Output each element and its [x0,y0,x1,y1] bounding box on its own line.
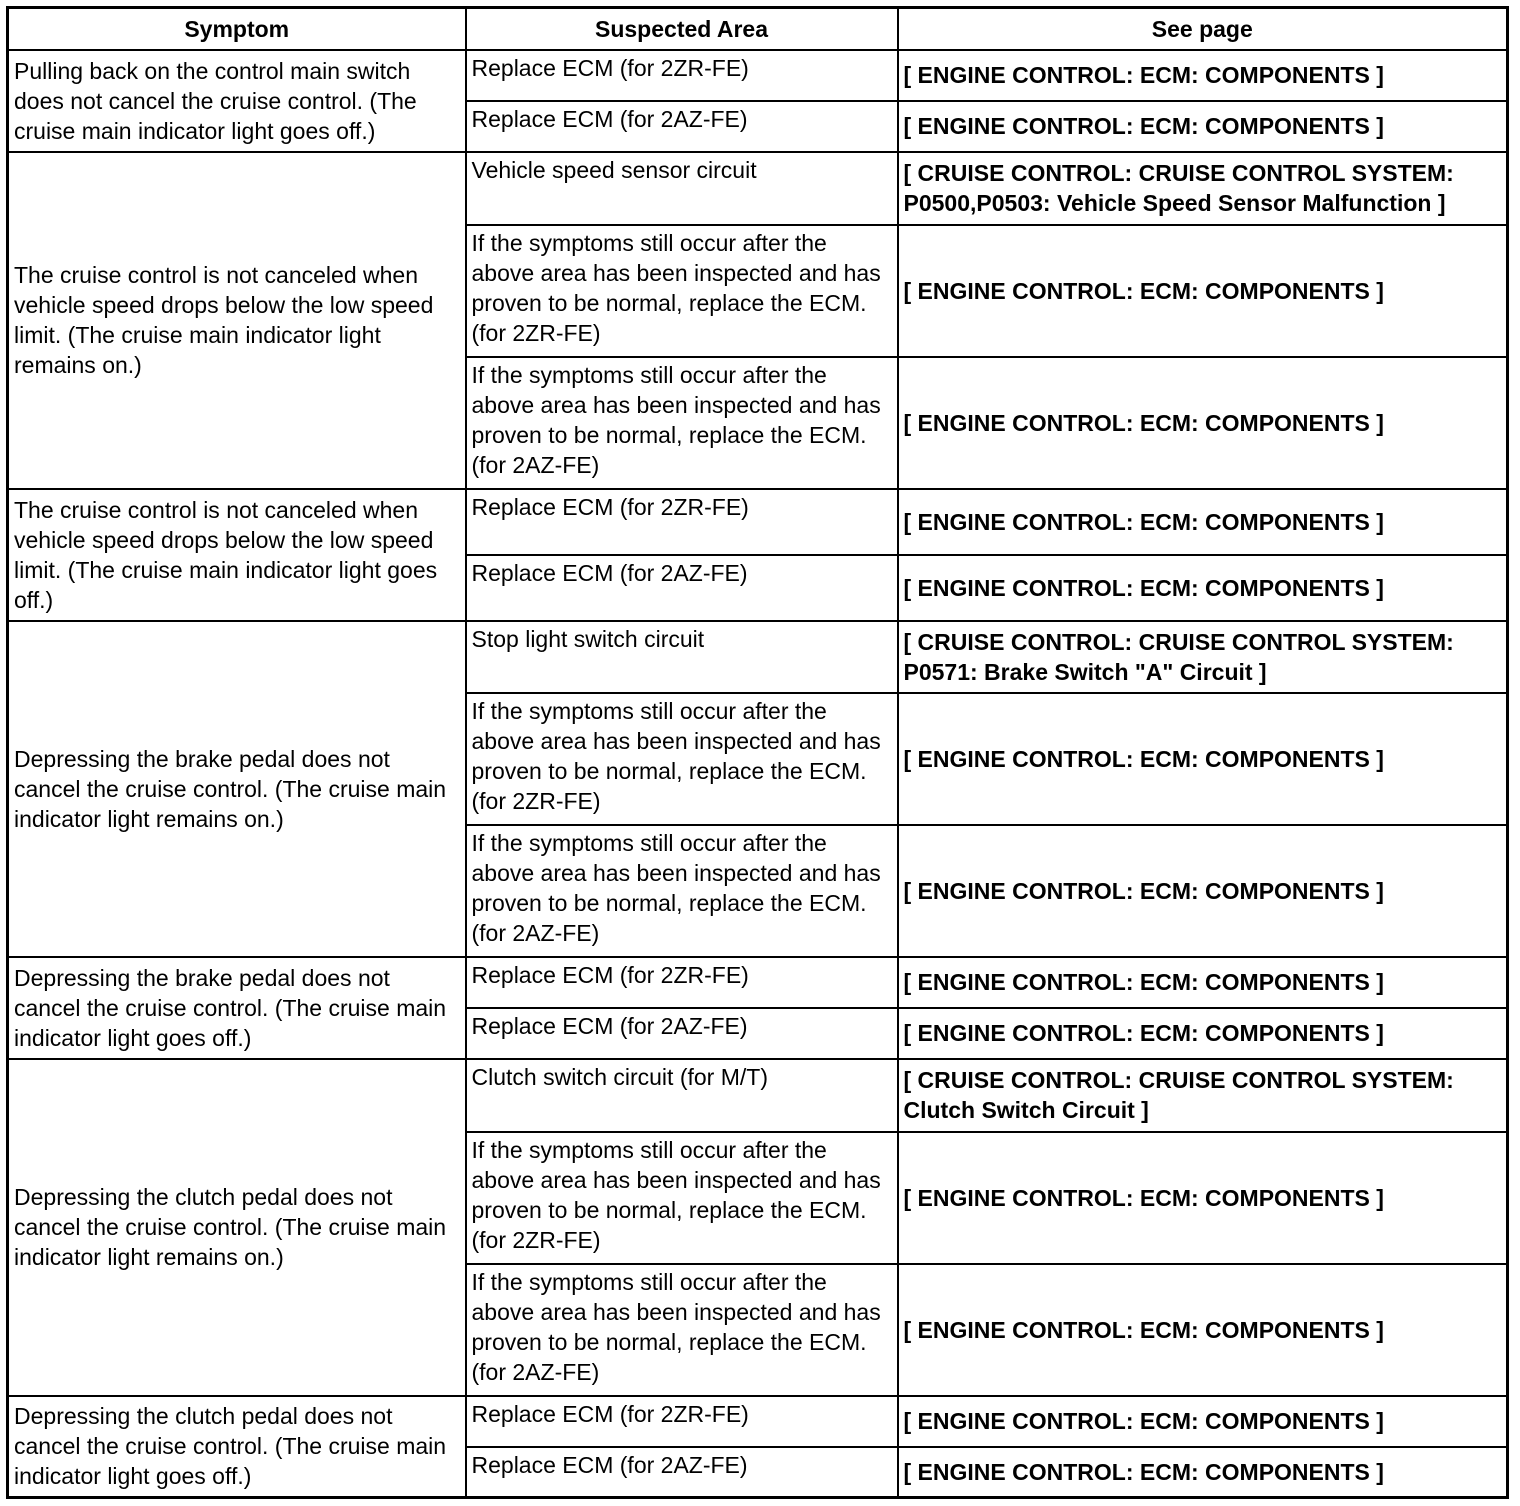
suspected-area-cell: If the symptoms still occur after the above area has been inspected and has proven to be normal, replace the ECM. (for 2AZ-FE) [466,357,898,489]
suspected-area-cell: If the symptoms still occur after the above area has been inspected and has proven to be normal, replace the ECM. (for 2ZR-FE) [466,1132,898,1264]
suspected-area-cell: Replace ECM (for 2ZR-FE) [466,50,898,101]
see-page-cell: [ ENGINE CONTROL: ECM: COMPONENTS ] [898,957,1508,1008]
symptom-table [6,6,1509,1499]
header-symptom: Symptom [8,8,466,50]
see-page-cell: [ ENGINE CONTROL: ECM: COMPONENTS ] [898,225,1508,357]
suspected-area-cell: Replace ECM (for 2AZ-FE) [466,101,898,152]
symptom-cell: Depressing the clutch pedal does not cancel the cruise control. (The cruise main indicator light goes off.) [8,1396,466,1498]
see-page-cell: [ CRUISE CONTROL: CRUISE CONTROL SYSTEM: P0500,P0503: Vehicle Speed Sensor Malfunction ] [898,152,1508,225]
suspected-area-cell: If the symptoms still occur after the above area has been inspected and has proven to be normal, replace the ECM. (for 2ZR-FE) [466,225,898,357]
see-page-cell: [ ENGINE CONTROL: ECM: COMPONENTS ] [898,101,1508,152]
suspected-area-cell: Replace ECM (for 2AZ-FE) [466,1008,898,1059]
suspected-area-cell: Replace ECM (for 2ZR-FE) [466,1396,898,1447]
suspected-area-cell: Replace ECM (for 2AZ-FE) [466,555,898,621]
suspected-area-cell: If the symptoms still occur after the above area has been inspected and has proven to be normal, replace the ECM. (for 2AZ-FE) [466,825,898,957]
see-page-cell: [ CRUISE CONTROL: CRUISE CONTROL SYSTEM: P0571: Brake Switch "A" Circuit ] [898,621,1508,693]
table-row [8,957,1508,1008]
header-suspected-area: Suspected Area [466,8,898,50]
see-page-cell: [ ENGINE CONTROL: ECM: COMPONENTS ] [898,1447,1508,1498]
suspected-area-cell: Replace ECM (for 2ZR-FE) [466,489,898,555]
symptom-cell: Depressing the brake pedal does not cancel the cruise control. (The cruise main indicator light remains on.) [8,621,466,957]
symptom-cell: Depressing the clutch pedal does not cancel the cruise control. (The cruise main indicator light remains on.) [8,1059,466,1396]
table-row [8,489,1508,555]
table-row [8,152,1508,225]
see-page-cell: [ ENGINE CONTROL: ECM: COMPONENTS ] [898,693,1508,825]
symptom-cell: The cruise control is not canceled when vehicle speed drops below the low speed limit. (The cruise main indicator light goes off.) [8,489,466,621]
suspected-area-cell: If the symptoms still occur after the above area has been inspected and has proven to be normal, replace the ECM. (for 2AZ-FE) [466,1264,898,1396]
see-page-cell: [ ENGINE CONTROL: ECM: COMPONENTS ] [898,489,1508,555]
table-row [8,50,1508,101]
symptom-cell: Depressing the brake pedal does not cancel the cruise control. (The cruise main indicator light goes off.) [8,957,466,1059]
see-page-cell: [ ENGINE CONTROL: ECM: COMPONENTS ] [898,1132,1508,1264]
see-page-cell: [ ENGINE CONTROL: ECM: COMPONENTS ] [898,825,1508,957]
header-row [8,8,1508,50]
see-page-cell: [ ENGINE CONTROL: ECM: COMPONENTS ] [898,1264,1508,1396]
table-row [8,1059,1508,1132]
suspected-area-cell: Stop light switch circuit [466,621,898,693]
see-page-cell: [ ENGINE CONTROL: ECM: COMPONENTS ] [898,1396,1508,1447]
see-page-cell: [ ENGINE CONTROL: ECM: COMPONENTS ] [898,555,1508,621]
table-row [8,621,1508,693]
see-page-cell: [ CRUISE CONTROL: CRUISE CONTROL SYSTEM: Clutch Switch Circuit ] [898,1059,1508,1132]
suspected-area-cell: Vehicle speed sensor circuit [466,152,898,225]
suspected-area-cell: Replace ECM (for 2ZR-FE) [466,957,898,1008]
table-row [8,1396,1508,1447]
see-page-cell: [ ENGINE CONTROL: ECM: COMPONENTS ] [898,357,1508,489]
suspected-area-cell: If the symptoms still occur after the above area has been inspected and has proven to be normal, replace the ECM. (for 2ZR-FE) [466,693,898,825]
symptom-cell: The cruise control is not canceled when vehicle speed drops below the low speed limit. (The cruise main indicator light remains on.) [8,152,466,489]
header-see-page: See page [898,8,1508,50]
suspected-area-cell: Clutch switch circuit (for M/T) [466,1059,898,1132]
see-page-cell: [ ENGINE CONTROL: ECM: COMPONENTS ] [898,50,1508,101]
symptom-cell: Pulling back on the control main switch does not cancel the cruise control. (The cruise main indicator light goes off.) [8,50,466,152]
see-page-cell: [ ENGINE CONTROL: ECM: COMPONENTS ] [898,1008,1508,1059]
suspected-area-cell: Replace ECM (for 2AZ-FE) [466,1447,898,1498]
